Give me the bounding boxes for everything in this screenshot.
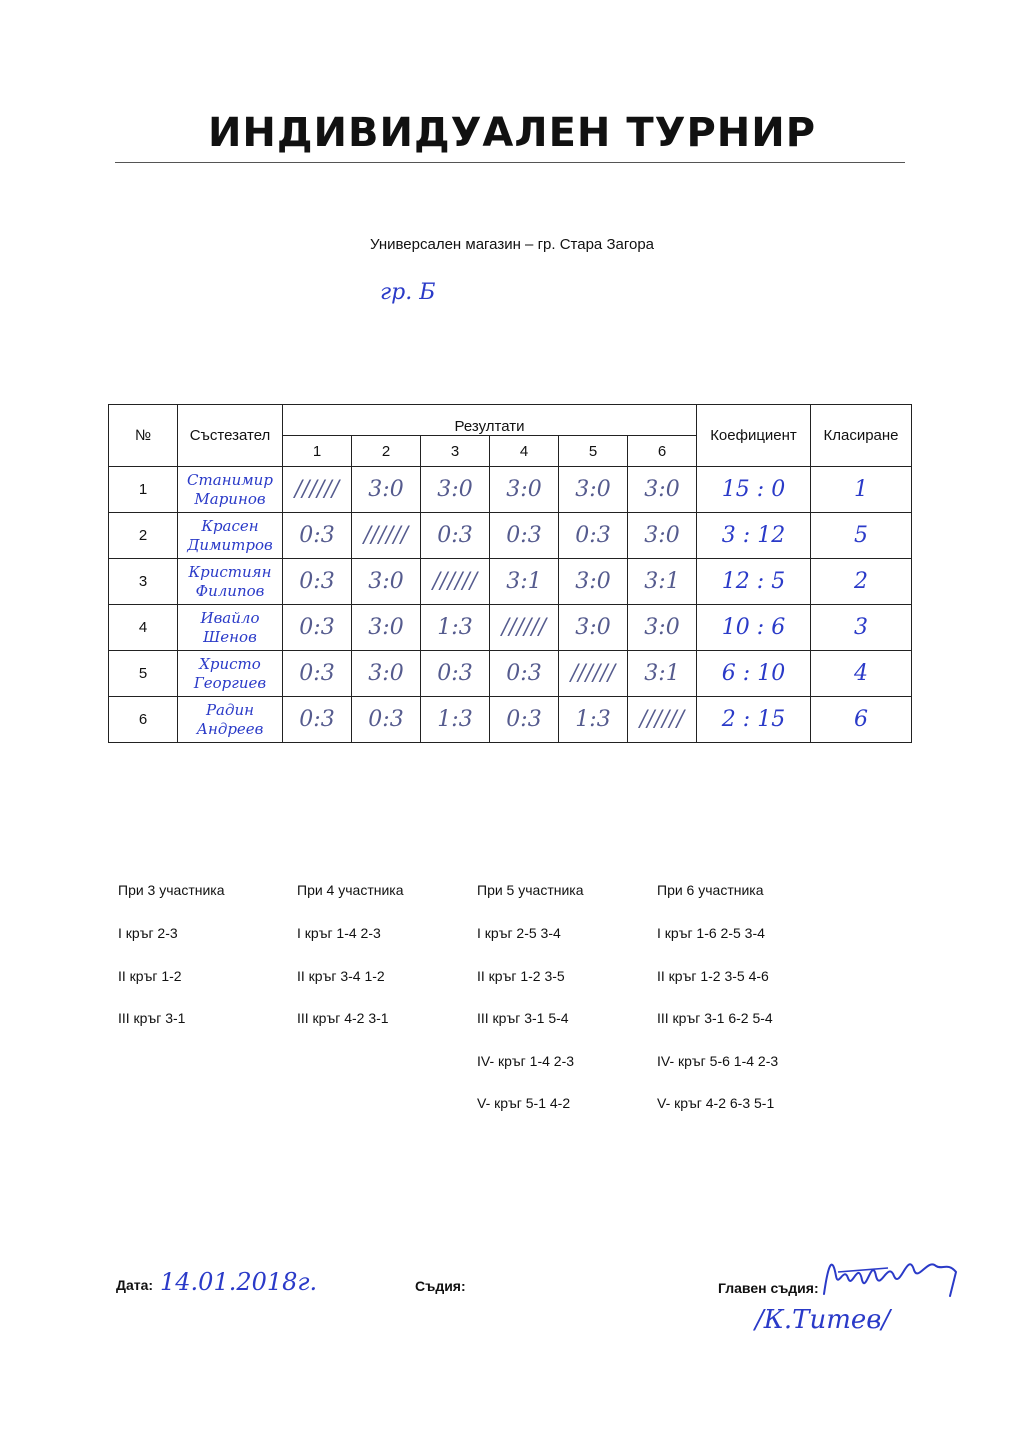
competitor-last-name: Филипов bbox=[195, 581, 265, 600]
date-value: 14.01.2018г. bbox=[160, 1268, 318, 1296]
schedule-heading: При 5 участника bbox=[477, 882, 584, 898]
score-cell: 0:3 bbox=[352, 697, 421, 743]
ranking-cell: 2 bbox=[811, 559, 912, 605]
schedule-heading: При 6 участника bbox=[657, 882, 764, 898]
schedule-round: II кръг 1-2 3-5 bbox=[477, 967, 565, 984]
competitor-name bbox=[178, 697, 283, 743]
competitor-first-name: Красен bbox=[201, 516, 259, 535]
schedule-5-participants bbox=[477, 882, 652, 1138]
competitor-first-name: Ивайло bbox=[200, 608, 260, 627]
schedule-round: I кръг 2-5 3-4 bbox=[477, 925, 561, 941]
row-number: 3 bbox=[109, 559, 178, 605]
score-cell: 3:0 bbox=[352, 605, 421, 651]
row-number: 1 bbox=[109, 467, 178, 513]
header-competitor: Състезател bbox=[178, 405, 283, 467]
competitor-last-name: Георгиев bbox=[193, 673, 267, 692]
competitor-first-name: Радин bbox=[205, 700, 255, 719]
score-cell: 3:0 bbox=[628, 467, 697, 513]
header-col-3: 3 bbox=[421, 436, 490, 467]
table-row bbox=[109, 605, 912, 651]
competitor-first-name: Кристиян bbox=[188, 562, 272, 581]
score-cell: 3:1 bbox=[490, 559, 559, 605]
score-cell: 3:0 bbox=[559, 559, 628, 605]
competitor-last-name: Маринов bbox=[194, 489, 266, 508]
score-cell: 3:1 bbox=[628, 559, 697, 605]
row-number: 6 bbox=[109, 697, 178, 743]
schedule-6-participants bbox=[657, 882, 857, 1138]
schedule-heading: При 4 участника bbox=[297, 882, 404, 898]
schedule-round: III кръг 3-1 bbox=[118, 1010, 186, 1026]
coefficient-cell: 10 : 6 bbox=[697, 605, 811, 651]
score-cell: 0:3 bbox=[421, 513, 490, 559]
header-results: Резултати bbox=[283, 405, 697, 436]
score-cell: 3:0 bbox=[352, 467, 421, 513]
score-cell: ////// bbox=[421, 559, 490, 605]
venue-subtitle: Универсален магазин – гр. Стара Загора bbox=[369, 236, 655, 253]
competitor-last-name: Шенов bbox=[203, 627, 257, 646]
score-cell: 0:3 bbox=[283, 651, 352, 697]
schedule-round: III кръг 3-1 6-2 5-4 bbox=[657, 1010, 773, 1026]
competitor-name bbox=[178, 605, 283, 651]
schedule-round: II кръг 1-2 3-5 4-6 bbox=[657, 967, 769, 984]
signature-icon bbox=[818, 1236, 968, 1306]
competitor-name bbox=[178, 467, 283, 513]
score-cell: 0:3 bbox=[490, 651, 559, 697]
header-col-6: 6 bbox=[628, 436, 697, 467]
header-num: № bbox=[109, 405, 178, 467]
competitor-last-name: Димитров bbox=[187, 535, 273, 554]
competitor-name bbox=[178, 559, 283, 605]
coefficient-cell: 12 : 5 bbox=[697, 559, 811, 605]
schedule-round: V- кръг 5-1 4-2 bbox=[477, 1095, 571, 1111]
header-col-1: 1 bbox=[283, 436, 352, 467]
score-cell: 0:3 bbox=[283, 605, 352, 651]
coefficient-cell: 6 : 10 bbox=[697, 651, 811, 697]
header-col-4: 4 bbox=[490, 436, 559, 467]
score-cell: ////// bbox=[283, 467, 352, 513]
schedule-round: III кръг 3-1 5-4 bbox=[477, 1010, 569, 1026]
header-coefficient: Коефициент bbox=[697, 405, 811, 467]
coefficient-cell: 2 : 15 bbox=[697, 697, 811, 743]
score-cell: 0:3 bbox=[283, 697, 352, 743]
date-label: Дата: bbox=[116, 1277, 154, 1293]
score-cell: ////// bbox=[559, 651, 628, 697]
ranking-cell: 5 bbox=[811, 513, 912, 559]
score-cell: 0:3 bbox=[421, 651, 490, 697]
score-cell: 3:0 bbox=[628, 513, 697, 559]
score-cell: 3:0 bbox=[628, 605, 697, 651]
score-cell: 3:0 bbox=[490, 467, 559, 513]
row-number: 5 bbox=[109, 651, 178, 697]
score-cell: ////// bbox=[628, 697, 697, 743]
score-cell: 3:0 bbox=[352, 651, 421, 697]
score-cell: 0:3 bbox=[283, 559, 352, 605]
score-cell: 1:3 bbox=[559, 697, 628, 743]
page-title: ИНДИВИДУАЛЕН ТУРНИР bbox=[207, 110, 817, 156]
table-row bbox=[109, 697, 912, 743]
schedule-round: V- кръг 4-2 6-3 5-1 bbox=[657, 1095, 775, 1111]
table-row bbox=[109, 467, 912, 513]
score-cell: 0:3 bbox=[490, 513, 559, 559]
schedule-round: II кръг 1-2 bbox=[118, 967, 182, 984]
score-cell: 0:3 bbox=[490, 697, 559, 743]
row-number: 4 bbox=[109, 605, 178, 651]
schedule-round: IV- кръг 5-6 1-4 2-3 bbox=[657, 1052, 779, 1069]
competitor-first-name: Христо bbox=[199, 654, 261, 673]
ranking-cell: 1 bbox=[811, 467, 912, 513]
score-cell: 0:3 bbox=[283, 513, 352, 559]
score-cell: 0:3 bbox=[559, 513, 628, 559]
judge-label: Съдия: bbox=[415, 1278, 466, 1294]
header-col-5: 5 bbox=[559, 436, 628, 467]
score-cell: 3:0 bbox=[559, 467, 628, 513]
score-cell: 3:0 bbox=[352, 559, 421, 605]
score-cell: 3:0 bbox=[421, 467, 490, 513]
schedule-round: I кръг 1-4 2-3 bbox=[297, 925, 381, 941]
ranking-cell: 4 bbox=[811, 651, 912, 697]
chief-judge-name: /К.Титев/ bbox=[755, 1305, 891, 1335]
schedule-3-participants bbox=[118, 882, 293, 1053]
score-cell: 3:1 bbox=[628, 651, 697, 697]
schedule-round: IV- кръг 1-4 2-3 bbox=[477, 1052, 575, 1069]
competitor-name bbox=[178, 651, 283, 697]
chief-judge-label: Главен съдия: bbox=[718, 1280, 819, 1296]
table-row bbox=[109, 513, 912, 559]
competitor-last-name: Андреев bbox=[196, 719, 264, 738]
ranking-cell: 3 bbox=[811, 605, 912, 651]
title-divider bbox=[115, 162, 905, 163]
score-cell: 1:3 bbox=[421, 697, 490, 743]
schedule-heading: При 3 участника bbox=[118, 882, 225, 898]
schedule-round: III кръг 4-2 3-1 bbox=[297, 1010, 389, 1026]
competitor-first-name: Станимир bbox=[187, 470, 273, 489]
score-cell: 1:3 bbox=[421, 605, 490, 651]
table-row bbox=[109, 559, 912, 605]
table-row bbox=[109, 651, 912, 697]
schedule-round: I кръг 2-3 bbox=[118, 925, 178, 941]
schedule-round: I кръг 1-6 2-5 3-4 bbox=[657, 925, 765, 941]
group-note: гр. Б bbox=[380, 280, 436, 305]
schedule-4-participants bbox=[297, 882, 472, 1053]
score-cell: ////// bbox=[490, 605, 559, 651]
header-col-2: 2 bbox=[352, 436, 421, 467]
score-cell: 3:0 bbox=[559, 605, 628, 651]
ranking-cell: 6 bbox=[811, 697, 912, 743]
header-ranking: Класиране bbox=[811, 405, 912, 467]
coefficient-cell: 3 : 12 bbox=[697, 513, 811, 559]
results-table bbox=[108, 404, 912, 743]
score-cell: ////// bbox=[352, 513, 421, 559]
row-number: 2 bbox=[109, 513, 178, 559]
competitor-name bbox=[178, 513, 283, 559]
schedule-round: II кръг 3-4 1-2 bbox=[297, 967, 385, 984]
coefficient-cell: 15 : 0 bbox=[697, 467, 811, 513]
